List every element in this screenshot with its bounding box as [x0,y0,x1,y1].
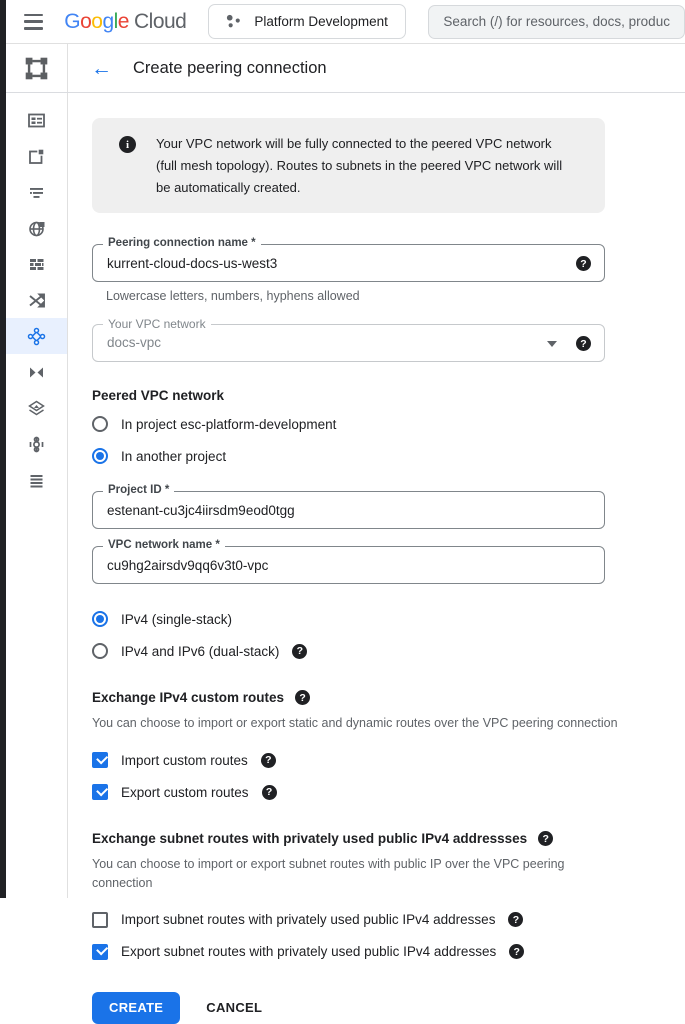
network-list-icon [27,471,46,490]
subnet-routes-heading [92,831,685,846]
form-actions [92,992,685,1024]
sidebar-item-bring-your-own-ip[interactable] [0,174,67,210]
page-header [6,44,685,93]
help-icon[interactable]: ? [262,785,277,800]
logo-letter: o [80,9,92,33]
google-cloud-logo[interactable] [64,10,186,34]
help-icon[interactable]: ? [508,912,523,927]
vpc-network-name-input[interactable] [93,547,604,583]
cancel-button[interactable]: CANCEL [206,1000,263,1016]
checkbox-checked-icon[interactable] [92,944,108,960]
sidebar-item-routes[interactable] [0,282,67,318]
peering-name-field[interactable] [92,237,605,282]
import-subnet-routes-label: Import subnet routes with privately used public IPv4 addresses [121,912,496,928]
search-bar[interactable] [428,5,685,39]
info-icon: i [119,136,136,153]
help-icon[interactable]: ? [576,256,591,271]
checkbox-import-subnet-routes[interactable] [92,907,685,933]
page-title: Create peering connection [133,58,327,77]
help-icon[interactable]: ? [576,336,591,351]
routes-icon [27,291,46,310]
logo-letter: l [113,9,118,33]
radio-in-project[interactable] [92,411,685,437]
radio-in-project-label: In project esc-platform-development [121,416,337,432]
checkbox-checked-icon[interactable] [92,784,108,800]
external-ip-globe-icon [27,219,46,238]
sidebar-item-network-list[interactable] [0,462,67,498]
sidebar-item-vpc-networks[interactable] [0,102,67,138]
help-icon[interactable]: ? [509,944,524,959]
checkbox-export-custom-routes[interactable] [92,779,685,805]
radio-icon[interactable] [92,643,108,659]
bring-your-own-ip-icon [27,183,46,202]
shared-vpc-icon [27,363,46,382]
subnet-routes-description: You can choose to import or export subnet routes with public IP over the VPC peering connection [92,857,565,890]
logo-letter: e [117,9,129,33]
sidebar-item-serverless-vpc-access[interactable] [0,390,67,426]
vpc-network-peering-icon [27,327,46,346]
top-app-bar [6,0,685,44]
serverless-vpc-access-icon [27,399,46,418]
peering-name-input[interactable] [93,245,604,281]
logo-letter: g [102,9,114,33]
sidebar-item-external-ip[interactable] [0,210,67,246]
subnet-routes-heading-text: Exchange subnet routes with privately used public IPv4 addressses [92,831,528,847]
ip-addresses-icon [27,147,46,166]
checkbox-import-custom-routes[interactable] [92,747,685,773]
logo-cloud-text: Cloud [133,9,187,33]
hamburger-menu-icon[interactable] [24,14,43,30]
radio-ipv4-label: IPv4 (single-stack) [121,611,233,627]
radio-ipv4-single-stack[interactable] [92,606,685,632]
sidebar-item-shared-vpc[interactable] [0,354,67,390]
radio-icon[interactable] [92,416,108,432]
sidebar-item-firewall[interactable] [0,246,67,282]
help-icon[interactable]: ? [538,831,553,846]
radio-dual-stack-label: IPv4 and IPv6 (dual-stack) [121,643,280,659]
radio-selected-icon[interactable] [92,611,108,627]
export-custom-routes-label: Export custom routes [121,784,249,800]
radio-ipv4-ipv6-dual-stack[interactable] [92,638,685,664]
checkbox-checked-icon[interactable] [92,752,108,768]
logo-letter: G [64,9,81,33]
radio-selected-icon[interactable] [92,448,108,464]
checkbox-unchecked-icon[interactable] [92,912,108,928]
project-id-field[interactable] [92,484,605,529]
firewall-icon [27,255,46,274]
sidebar-item-packet-mirroring[interactable] [0,426,67,462]
radio-in-another-project-label: In another project [121,448,227,464]
main-content [68,93,685,1016]
help-icon[interactable]: ? [261,753,276,768]
checkbox-export-subnet-routes[interactable] [92,939,685,965]
search-input[interactable] [429,14,684,29]
peering-name-label: Peering connection name * [103,237,261,249]
your-vpc-network-select[interactable] [92,317,605,362]
peered-vpc-heading-text: Peered VPC network [92,388,225,404]
logo-letter: o [91,9,103,33]
project-id-input[interactable] [93,492,604,528]
create-button[interactable]: CREATE [92,992,180,1024]
project-icon [225,13,242,30]
help-icon[interactable]: ? [292,644,307,659]
export-subnet-routes-label: Export subnet routes with privately used public IPv4 addresses [121,944,497,960]
your-vpc-network-value: docs-vpc [107,335,162,351]
import-custom-routes-label: Import custom routes [121,752,248,768]
left-nav-sidebar [0,93,68,898]
vpc-network-icon [23,55,50,82]
custom-routes-description: You can choose to import or export static and dynamic routes over the VPC peering connection [92,716,618,731]
custom-routes-heading [92,690,685,705]
custom-routes-heading-text: Exchange IPv4 custom routes [92,690,285,706]
project-id-label: Project ID * [103,484,174,496]
help-icon[interactable]: ? [295,690,310,705]
dropdown-caret-icon[interactable] [547,341,557,347]
peering-name-helper: Lowercase letters, numbers, hyphens allowed [106,289,360,304]
peered-vpc-heading [92,388,685,403]
info-banner-text: Your VPC network will be fully connected to the peered VPC network (full mesh topology). Routes to subnets in the peered VPC network will be automatically created. [156,136,563,195]
project-selector-button[interactable] [208,4,406,39]
vpc-networks-icon [27,111,46,130]
vpc-network-name-label: VPC network name * [103,539,225,551]
left-edge-strip [0,0,6,898]
sidebar-item-ip-addresses[interactable] [0,138,67,174]
packet-mirroring-icon [27,435,46,454]
sidebar-item-vpc-network-peering[interactable] [0,318,67,354]
product-icon-cell [6,44,68,92]
info-banner [92,118,605,213]
vpc-network-name-field[interactable] [92,539,605,584]
project-selector-label: Platform Development [254,14,388,29]
your-vpc-network-label: Your VPC network [103,317,211,331]
back-arrow-icon[interactable]: ← [91,56,112,80]
radio-in-another-project[interactable] [92,443,685,469]
